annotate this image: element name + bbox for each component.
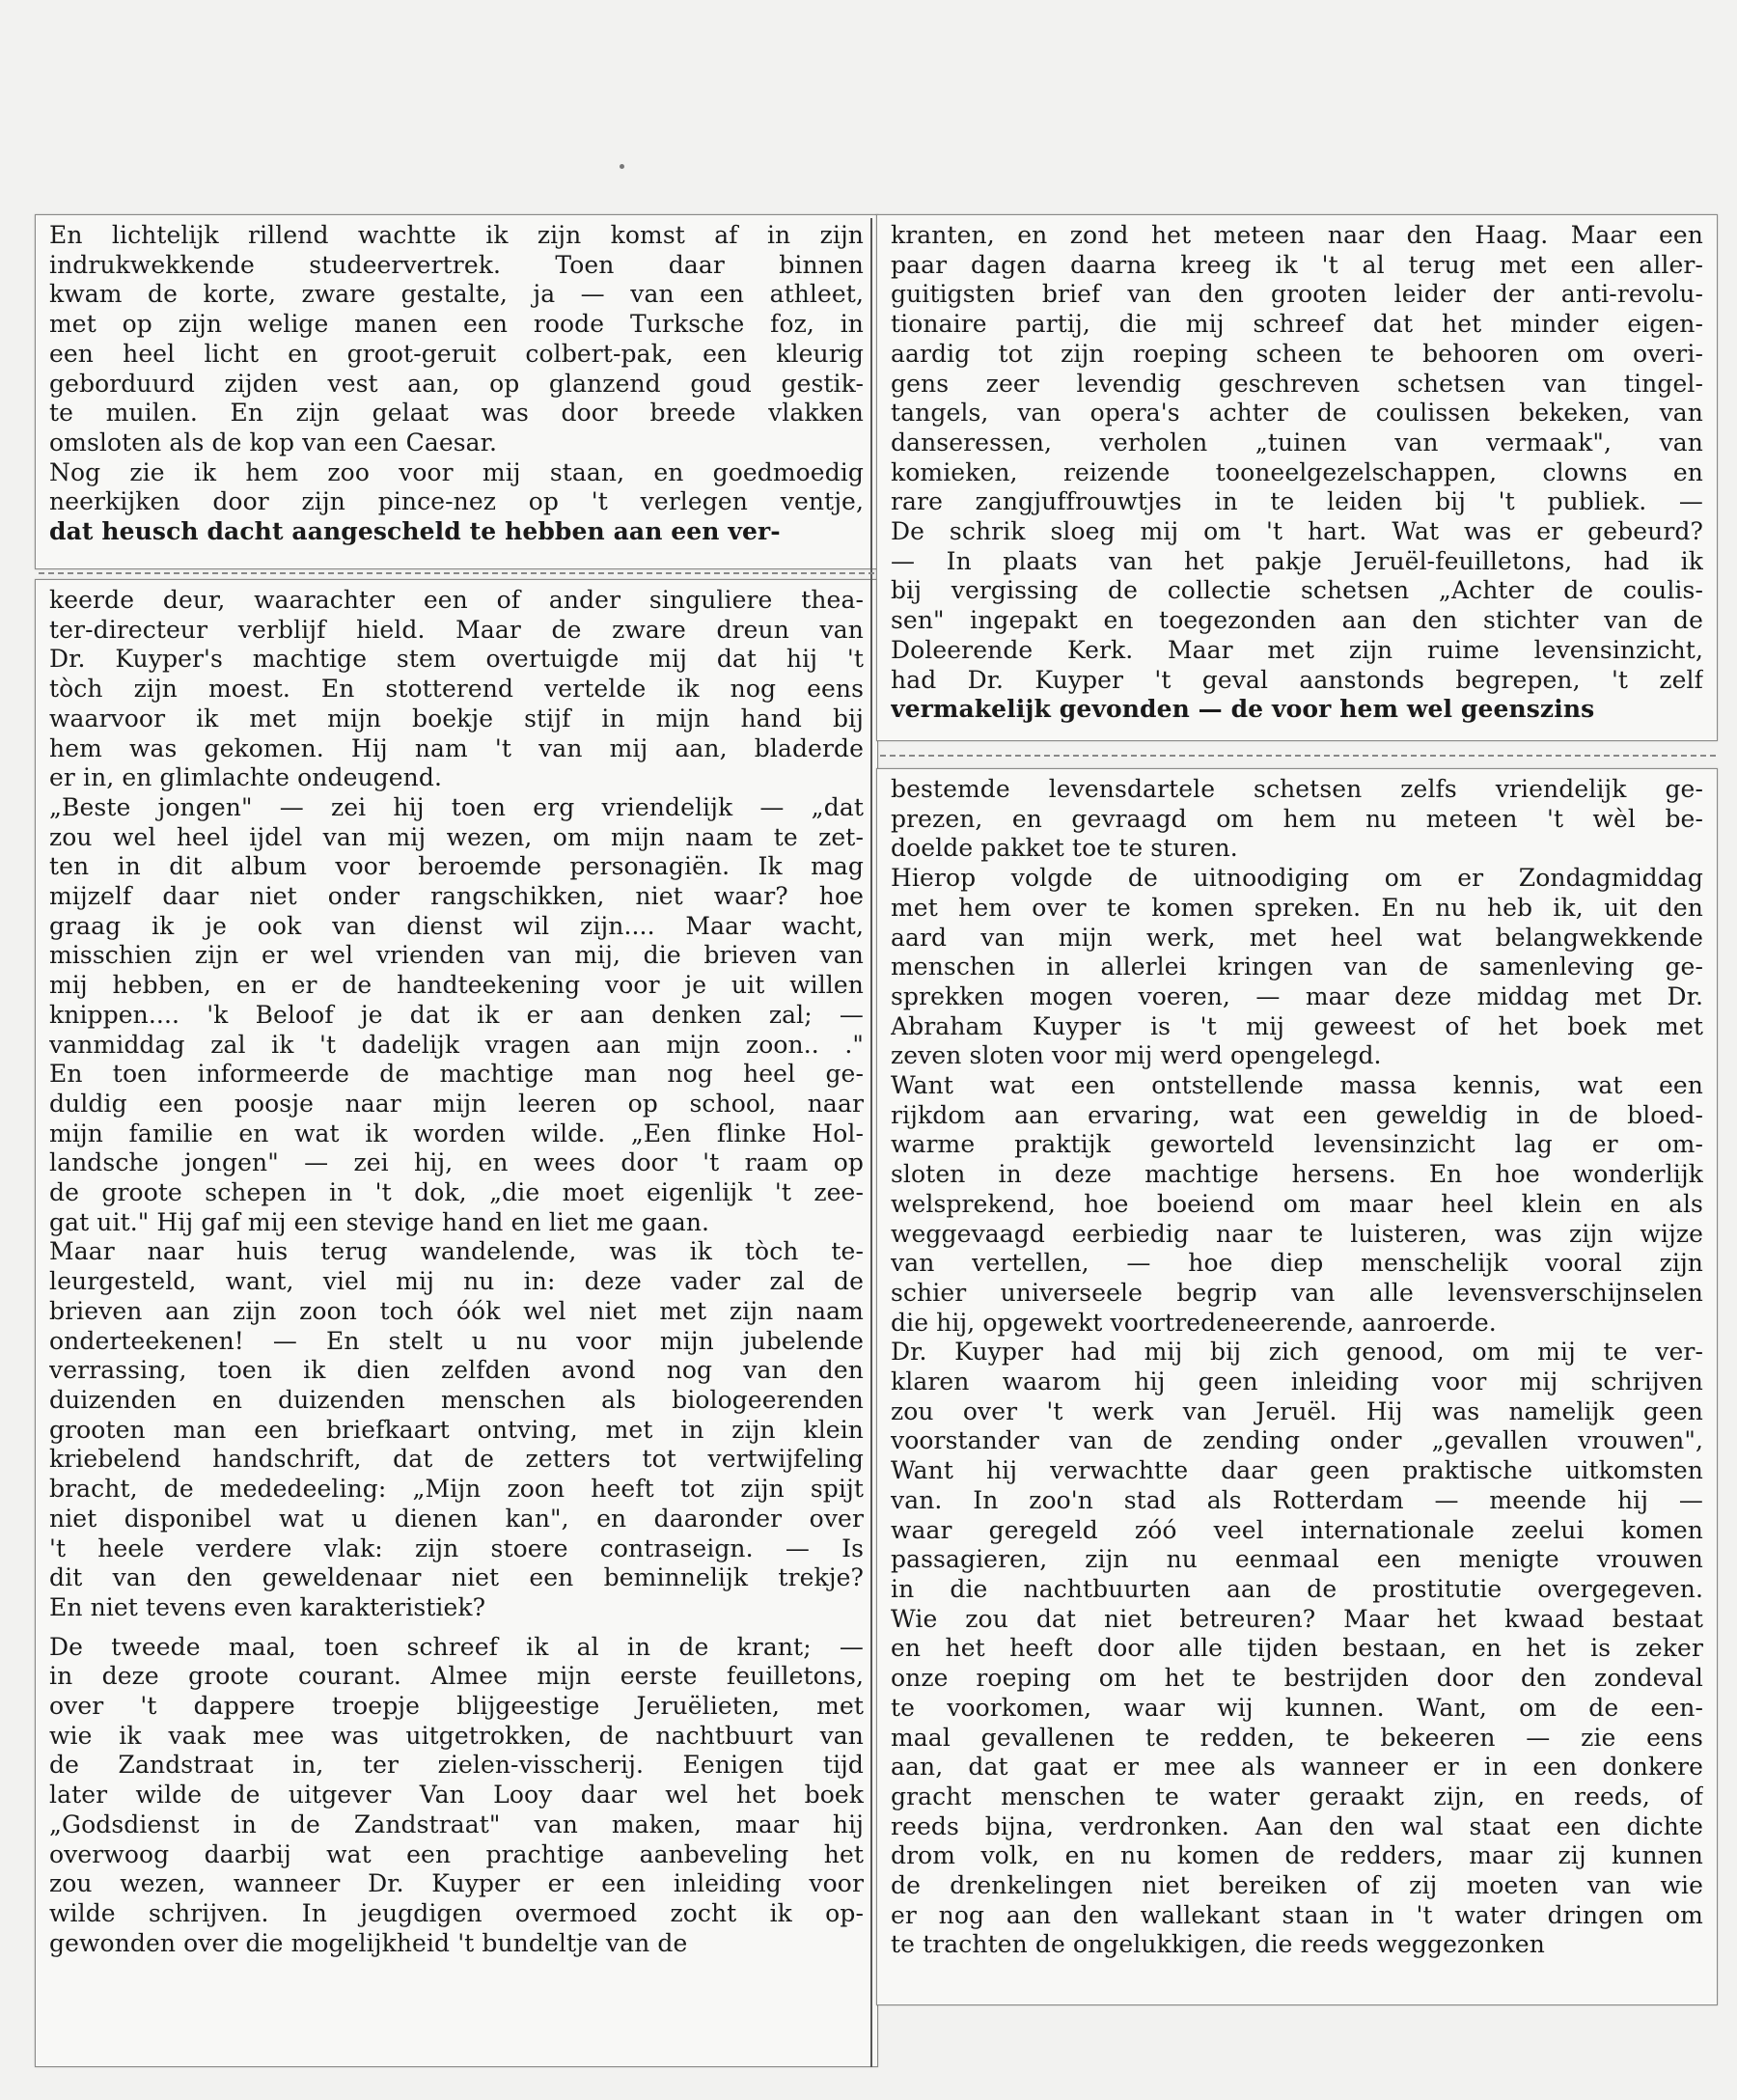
text-line: onderteekenen! — En stelt u nu voor mijn jubelende [49, 1326, 864, 1355]
text-line: aardig tot zijn roeping scheen te behooren om overi- [891, 339, 1703, 368]
text-line: Dr. Kuyper had mij bij zich genood, om mij te ver- [891, 1338, 1703, 1367]
text-line: rare zangjuffrouwtjes in te leiden bij 't publiek. — [891, 487, 1703, 516]
text-line: Doleerende Kerk. Maar met zijn ruime levensinzicht, [891, 635, 1703, 664]
text-line: sprekken mogen voeren, — maar deze middag met Dr. [891, 981, 1703, 1010]
text-line: „Beste jongen" — zei hij toen erg vriendelijk — „dat [49, 792, 864, 821]
clipping-right-bottom [876, 768, 1718, 2005]
text-line: En lichtelijk rillend wachtte ik zijn komst af in zijn [49, 221, 864, 249]
text-line: duizenden en duizenden menschen als biologeerenden [49, 1385, 864, 1414]
text-line: ten in dit album voor beroemde personagiën. Ik mag [49, 852, 864, 881]
text-line: keerde deur, waarachter een of ander singuliere thea- [49, 586, 864, 614]
text-line: menschen in allerlei kringen van de samenleving ge- [891, 953, 1703, 981]
text-line: indrukwekkende studeervertrek. Toen daar binnen [49, 250, 864, 279]
text-line: een heel licht en groot-geruit colbert-pak, een kleurig [49, 339, 864, 368]
column-rule [870, 218, 872, 2067]
text-line: die hij, opgewekt voortredeneerende, aanroerde. [891, 1308, 1497, 1337]
text-line: misschien zijn er wel vrienden van mij, die brieven van [49, 941, 864, 970]
text-line: bestemde levensdartele schetsen zelfs vriendelijk ge- [891, 775, 1703, 803]
text-line: knippen.... 'k Beloof je dat ik er aan denken zal; — [49, 1000, 864, 1029]
text-line: kriebelend handschrift, dat de zetters tot vertwijfeling [49, 1445, 864, 1474]
text-line: de drenkelingen niet bereiken of zij moeten van wie [891, 1871, 1703, 1900]
separator-left [39, 572, 874, 574]
text-line: in deze groote courant. Almee mijn eerste feuilletons, [49, 1662, 864, 1691]
text-line: welsprekend, hoe boeiend om maar heel klein en als [891, 1189, 1703, 1218]
text-line: „Godsdienst in de Zandstraat" van maken, maar hij [49, 1810, 864, 1838]
text-line: de groote schepen in 't dok, „die moet eigenlijk 't zee- [49, 1178, 864, 1207]
text-line: te voorkomen, waar wij kunnen. Want, om de een- [891, 1693, 1703, 1722]
text-line: overwoog daarbij wat een prachtige aanbeveling het [49, 1839, 864, 1868]
text-line: 't heele verdere vlak: zijn stoere contraseign. — Is [49, 1534, 864, 1562]
text-line: geborduurd zijden vest aan, op glanzend goud gestik- [49, 369, 864, 398]
text-line: Nog zie ik hem zoo voor mij staan, en goedmoedig [49, 457, 864, 486]
text-line: En niet tevens even karakteristiek? [49, 1592, 486, 1621]
text-line: De schrik sloeg mij om 't hart. Wat was er gebeurd? [891, 517, 1703, 546]
text-line: er in, en glimlachte ondeugend. [49, 763, 443, 792]
text-line: grooten man een briefkaart ontving, met in zijn klein [49, 1415, 864, 1444]
text-line: De tweede maal, toen schreef ik al in de krant; — [49, 1632, 864, 1661]
text-line: had Dr. Kuyper 't geval aanstonds begrepen, 't zelf [891, 665, 1703, 694]
text-line: weggevaagd eerbiedig naar te luisteren, was zijn wijze [891, 1219, 1703, 1248]
text-line: van. In zoo'n stad als Rotterdam — meende hij — [891, 1485, 1703, 1514]
text-line: wilde schrijven. In jeugdigen overmoed zocht ik op- [49, 1898, 864, 1927]
text-line: aan, dat gaat er mee als wanneer er in een donkere [891, 1753, 1703, 1782]
text-line: waarvoor ik met mijn boekje stijf in mijn hand bij [49, 704, 864, 732]
text-line: mijn familie en wat ik worden wilde. „Een flinke Hol- [49, 1119, 864, 1147]
text-line: paar dagen daarna kreeg ik 't al terug met een aller- [891, 250, 1703, 279]
text-line: gat uit." Hij gaf mij een stevige hand en liet me gaan. [49, 1207, 710, 1236]
text-line: schier universeele begrip van alle levensverschijnselen [891, 1278, 1703, 1307]
text-line: dat heusch dacht aangescheld te hebben aan een ver- [49, 517, 781, 546]
text-line: passagieren, zijn nu eenmaal een menigte vrouwen [891, 1545, 1703, 1574]
text-line: omsloten als de kop van een Caesar. [49, 428, 498, 456]
text-line: voorstander van de zending onder „gevallen vrouwen", [891, 1426, 1703, 1455]
text-line: kranten, en zond het meteen naar den Haag. Maar een [891, 221, 1703, 249]
clipping-right-top [876, 214, 1718, 741]
text-line: tangels, van opera's achter de coulissen bekeken, van [891, 399, 1703, 428]
text-line: gewonden over die mogelijkheid 't bundeltje van de [49, 1928, 688, 1957]
clipping-left-top [35, 214, 878, 569]
text-line: ter-directeur verblijf hield. Maar de zware dreun van [49, 615, 864, 644]
text-line: kwam de korte, zware gestalte, ja — van een athleet, [49, 280, 864, 309]
text-line: maal gevallenen te redden, te bekeeren — zie eens [891, 1723, 1703, 1752]
text-line: tòch zijn moest. En stotterend vertelde ik nog eens [49, 675, 864, 704]
text-line: vermakelijk gevonden — de voor hem wel geenszins [891, 695, 1595, 724]
speck [620, 164, 624, 169]
text-line: doelde pakket toe te sturen. [891, 834, 1238, 863]
text-line: mij hebben, en er de handteekening voor je uit willen [49, 971, 864, 1000]
text-line: te trachten de ongelukkigen, die reeds weggezonken [891, 1930, 1545, 1959]
text-line: Wie zou dat niet betreuren? Maar het kwaad bestaat [891, 1604, 1703, 1633]
text-line: sen" ingepakt en toegezonden aan den stichter van de [891, 606, 1703, 635]
text-line: klaren waarom hij geen inleiding voor mij schrijven [891, 1368, 1703, 1396]
text-line: guitigsten brief van den grooten leider der anti-revolu- [891, 280, 1703, 309]
text-line: aard van mijn werk, met heel wat belangwekkende [891, 923, 1703, 952]
text-line: er nog aan den wallekant staan in 't water dringen om [891, 1900, 1703, 1929]
text-line: neerkijken door zijn pince-nez op 't verlegen ventje, [49, 487, 864, 516]
text-line: reeds bijna, verdronken. Aan den wal staat een dichte [891, 1811, 1703, 1840]
text-line: dit van den geweldenaar niet een beminnelijk trekje? [49, 1563, 864, 1592]
text-line: bracht, de mededeeling: „Mijn zoon heeft tot zijn spijt [49, 1475, 864, 1504]
text-line: mijzelf daar niet onder rangschikken, niet waar? hoe [49, 882, 864, 911]
text-line: in die nachtbuurten aan de prostitutie overgegeven. [891, 1574, 1703, 1603]
text-line: duldig een poosje naar mijn leeren op school, naar [49, 1089, 864, 1118]
text-line: en het heeft door alle tijden bestaan, en het is zeker [891, 1634, 1703, 1663]
text-line: landsche jongen" — zei hij, en wees door 't raam op [49, 1148, 864, 1177]
text-line: Hierop volgde de uitnoodiging om er Zondagmiddag [891, 864, 1703, 893]
text-line: zou wezen, wanneer Dr. Kuyper er een inleiding voor [49, 1869, 864, 1898]
text-line: drom volk, en nu komen de redders, maar zij kunnen [891, 1841, 1703, 1870]
text-line: prezen, en gevraagd om hem nu meteen 't wèl be- [891, 804, 1703, 833]
text-line: verrassing, toen ik dien zelfden avond nog van den [49, 1356, 864, 1385]
text-line: gens zeer levendig geschreven schetsen van tingel- [891, 369, 1703, 398]
text-line: Want wat een ontstellende massa kennis, wat een [891, 1071, 1703, 1100]
text-line: graag ik je ook van dienst wil zijn.... Maar wacht, [49, 911, 864, 940]
text-line: over 't dappere troepje blijgeestige Jeruëlieten, met [49, 1692, 864, 1721]
text-line: van vertellen, — hoe diep menschelijk vooral zijn [891, 1249, 1703, 1278]
text-line: vanmiddag zal ik 't dadelijk vragen aan mijn zoon.. ." [49, 1030, 864, 1059]
text-line: sloten in deze machtige hersens. En hoe wonderlijk [891, 1160, 1703, 1189]
text-line: zou over 't werk van Jeruël. Hij was namelijk geen [891, 1396, 1703, 1425]
text-line: — In plaats van het pakje Jeruël-feuilletons, had ik [891, 546, 1703, 575]
text-line: met hem over te komen spreken. En nu heb ik, uit den [891, 893, 1703, 922]
text-line: onze roeping om het te bestrijden door den zondeval [891, 1664, 1703, 1693]
text-line: waar geregeld zóó veel internationale zeelui komen [891, 1515, 1703, 1544]
text-line: Dr. Kuyper's machtige stem overtuigde mij dat hij 't [49, 645, 864, 674]
text-line: En toen informeerde de machtige man nog heel ge- [49, 1060, 864, 1089]
clipping-left-bottom [35, 579, 878, 2067]
text-line: bij vergissing de collectie schetsen „Achter de coulis- [891, 576, 1703, 605]
text-line: later wilde de uitgever Van Looy daar wel het boek [49, 1781, 864, 1810]
text-line: Abraham Kuyper is 't mij geweest of het boek met [891, 1011, 1703, 1040]
text-line: met op zijn welige manen een roode Turksche foz, in [49, 310, 864, 339]
text-line: wie ik vaak mee was uitgetrokken, de nachtbuurt van [49, 1721, 864, 1750]
text-line: komieken, reizende tooneelgezelschappen, clowns en [891, 457, 1703, 486]
text-line: de Zandstraat in, ter zielen-visscherij. Eenigen tijd [49, 1751, 864, 1780]
text-line: rijkdom aan ervaring, wat een geweldig in de bloed- [891, 1100, 1703, 1129]
text-line: gracht menschen te water geraakt zijn, en reeds, of [891, 1782, 1703, 1810]
text-line: danseressen, verholen „tuinen van vermaak", van [891, 428, 1703, 456]
text-line: zou wel heel ijdel van mij wezen, om mijn naam te zet- [49, 822, 864, 851]
text-line: zeven sloten voor mij werd opengelegd. [891, 1041, 1382, 1070]
text-line: hem was gekomen. Hij nam 't van mij aan, bladerde [49, 733, 864, 762]
text-line: niet disponibel wat u dienen kan", en daaronder over [49, 1504, 864, 1533]
text-line: brieven aan zijn zoon toch óók wel niet met zijn naam [49, 1296, 864, 1325]
text-line: warme praktijk geworteld levensinzicht lag er om- [891, 1130, 1703, 1159]
text-line: te muilen. En zijn gelaat was door breede vlakken [49, 399, 864, 428]
separator-right [880, 755, 1716, 757]
text-line: Want hij verwachtte daar geen praktische uitkomsten [891, 1456, 1703, 1485]
text-line: tionaire partij, die mij schreef dat het minder eigen- [891, 310, 1703, 339]
text-line: Maar naar huis terug wandelende, was ik tòch te- [49, 1237, 864, 1266]
text-line: leurgesteld, want, viel mij nu in: deze vader zal de [49, 1267, 864, 1296]
